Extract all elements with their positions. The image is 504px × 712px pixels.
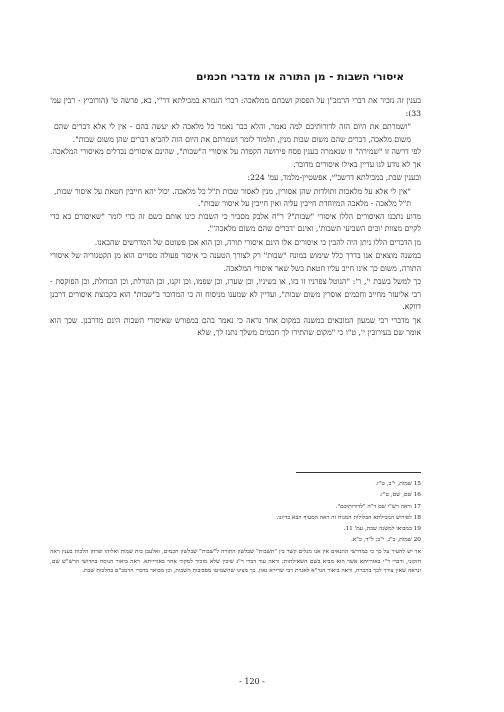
section-title: איסורי השבות - מן התורה או מדברי חכמים [196, 71, 404, 83]
footnote: 17 וראה רש"י שם ד"ה "לדורותיכם". [335, 503, 421, 510]
footnote-separator [296, 472, 421, 473]
footnote: 19 במבואו למשנה שבת, עמ' 11. [343, 526, 421, 533]
footnote: אך יש להעיר על כך כי במדרשי התנאים אין אנו מגלים קשר בין "תשבות" שבלשון התורה ל"שבות" שבלשון חכמים, ואלעבן בית שמות ואליהו ופרחן הלכות בענין ראה חזקוני, ודברי ר"י באורייתא אשר הוא מביא בשם השאילתות; וראה עוד דברי ר"נ שיבין שלא מזכיר למקור אחר באורייתא. ראה ביאור הנוסח בחדושי הרש"ש שם, ונראה שאין צורך לכך בהכרח, וראה ביאור הגר"א לאגרת רבי שרירא גאון. כך מצינו שהשמיטו מסביבות השבות, וכן מבואר בדברי הרמב"ם בהלכות שבת. [50, 548, 421, 575]
paragraph: כך למשל בשבת י', ר': "הנוטל צפרניו זו בזו, או בשיניו, וכן שערו, וכן שפמו, וכן זקנו, וכן הגודלת, וכן הכוחלת, וכן הפוקסת - רבי אליעזר מחייב וחכמים אוסרין משום שבות", ועדיין לא שמענו מניסוח זה כי המדובר ב"שבות" הוא בקבוצת איסורים דרבנן דווקא. [50, 277, 421, 311]
paragraph: ובענין שבת, במכילתא דרשב"י, אפשטיין-מלמד, עמ' 224: [247, 173, 421, 182]
paragraph: אך מדברי רבי שמעון המובאים במשנה במקום אחד נראה כי נאמר בהם במפורש שאיסורי השבות הינם מדרבנן. שכך הוא אומר שם בעירובין י', ט"ו כי "מקום שהתירו לך חכמים משלך נתנו לך, שלא [50, 315, 421, 337]
paragraph: מדוע נתכנו האיסורים הללו איסורי "שבות"? ר"ח אלבק מסביר כי השבות כינו אותם בשם זה כדי לומר "שאיסורם בא כדי לקיים מצוות 'ובים השביעי תשבות', ואינם 'דברים שהם משום מלאכה'". [50, 211, 421, 233]
footnote: 16 שם, שם, ט"ז. [379, 492, 421, 499]
paragraph: מן הדברים הללו ניתן היה להבין כי איסורים אלו הינם איסורי תורה, וכן הוא אכן פשוטם של המדרשים שהבאנו. [94, 237, 421, 247]
footnote: 15 שמות, י"ב, ט"ז. [375, 481, 421, 487]
quote-text: "ושמרתם את היום הזה לדורותיכם למה נאמר, והלא כבר נאמר כל מלאכה לא יעשה בהם - אין לי אלא דברים שהם משום מלאכה, דברים שהם משום שבות מנין, תלמוד לומר ושמרתם את היום הזה להביא דברים שהן משום שבות". [54, 122, 411, 144]
block-quote [50, 121, 421, 146]
footnote: 18 לפירוש המכילתא הבלולות המנוח זה ראה הסעיף הבא בדיונו. [276, 514, 421, 521]
page-number: - 120 - [239, 677, 265, 686]
footnotes [50, 480, 421, 579]
block-quote [50, 186, 421, 211]
footnote: 20 שמות, כ"ג, י"ב; ל"ד, כ"א. [350, 537, 421, 544]
paragraph: בענין זה נזכיר את דברי הרמב"ן על הפסוק ושבתם ממלאכה: דברי הגמרא במכילתא דר"י, בא, פרשה ט' (הורוביץ - רבין עמ' 33): [50, 96, 421, 118]
quote-text: "אין לי אלא על מלאכות ותולדות שהן אסורין, מנין לאסור שבות ת"ל כל מלאכה. יכול יהא חייבין חטאת על איסור שבות, ת"ל מלאכה - מלאכה המיוחדת חייבין עליה ואין חייבין על איסור שבות". [54, 186, 411, 208]
paragraph: במשנה מוצאים אנו בדרך כלל שימוש במונח "שבות" רק לצורך הטענה כי איסור פעולה מסויים הוא מן הקטגוריה של איסורי התורה, משום כך אינו חייב עליו חטאת כשל שאר איסורי המלאכה. [50, 251, 421, 273]
body-text [50, 95, 421, 341]
paragraph: לפי דרשה זו "שמירה" זו שנאמרה בענין פסח פירושה הקפדה על איסורי ה"שבות", שהינם איסורים נבדלים מאיסורי המלאכה. אך לא נודע לנו עדיין באילו איסורים מדובר. [50, 147, 421, 169]
